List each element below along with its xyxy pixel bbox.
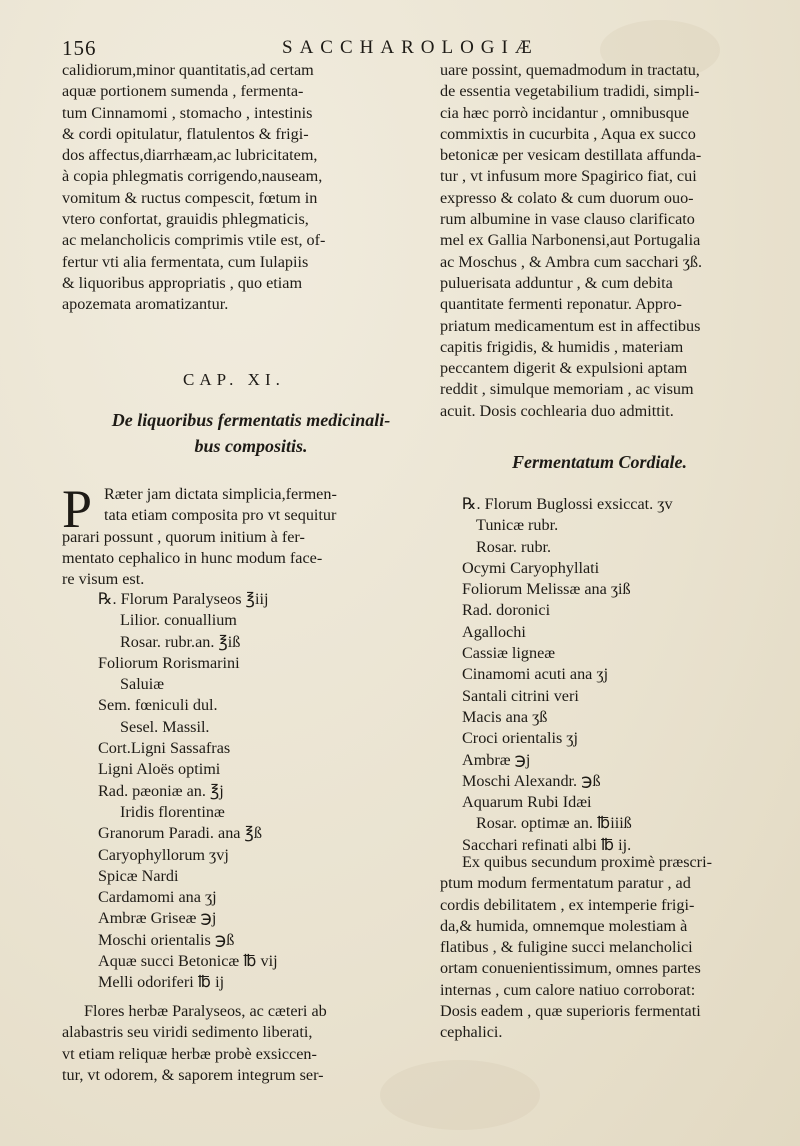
text-line: vtero confortat, grauidis phlegmaticis, [62, 210, 309, 229]
recipe-heading-cordial: Fermentatum Cordiale. [512, 452, 688, 472]
text-line: & cordi opitulatur, flatulentos & frigi- [62, 124, 309, 143]
text-line: cordis debilitatem , ex intemperie frigi- [440, 895, 695, 914]
recipe-item: Foliorum Rorismarini [98, 653, 240, 672]
recipe-item: Macis ana ʒß [462, 707, 548, 726]
recipe-item: Moschi Alexandr. ℈ß [462, 771, 601, 790]
text-line: acuit. Dosis cochlearia duo admittit. [440, 401, 674, 420]
recipe-item: Aquarum Rubi Idæi [462, 793, 592, 812]
text-line: aquæ portionem sumenda , fermenta- [62, 82, 304, 101]
recipe-item: Ambræ ℈j [462, 750, 531, 769]
text-line: de essentia vegetabilium tradidi, simpli- [440, 82, 700, 101]
recipe-list-cephalic [62, 589, 278, 994]
text-line: re visum est. [62, 570, 145, 589]
text-line: da,& humida, omnemque molestiam à [440, 916, 688, 935]
recipe-item: Caryophyllorum ʒvj [98, 845, 229, 864]
text-line: mentato cephalico in hunc modum face- [62, 548, 323, 567]
text-line: commixtis in cucurbita , Aqua ex succo [440, 124, 696, 143]
text-line: cia hæc porrò incidantur , omnibusque [440, 103, 690, 122]
recipe-item: Sesel. Massil. [120, 717, 210, 736]
chapter-title-line: De liquoribus fermentatis medicinali- [111, 410, 391, 430]
text-line: internas , cum calore natiuo corroborat: [440, 980, 696, 999]
paper-stain [380, 1060, 540, 1130]
recipe-item: Tunicæ rubr. [476, 516, 559, 535]
text-line: & liquoribus appropriatis , quo etiam [62, 273, 303, 292]
recipe-item: Rosar. optimæ an. ℔iiiß [476, 814, 632, 833]
text-line: cephalici. [440, 1023, 503, 1042]
text-line: rum albumine in vase clauso clarificato [440, 210, 695, 229]
text-line: à copia phlegmatis corrigendo,nauseam, [62, 167, 323, 186]
text-line: peccantem digerit & expulsioni aptam [440, 359, 688, 378]
text-line: tur , vt infusum more Spagirico fiat, cui [440, 167, 697, 186]
recipe-item: Ambræ Griseæ ℈j [98, 909, 217, 928]
recipe-item: Cassiæ ligneæ [462, 644, 556, 663]
text-line: uare possint, quemadmodum in tractatu, [440, 61, 700, 79]
recipe-item: Rosar. rubr.an. ℥iß [120, 632, 241, 651]
recipe-item: Ligni Aloës optimi [98, 760, 221, 779]
text-line: Ex quibus secundum proximè præscri- [462, 853, 712, 871]
text-line: expresso & colato & cum duorum ouo- [440, 188, 694, 207]
recipe-item: Cort.Ligni Sassafras [98, 739, 231, 758]
text-line: dos affectus,diarrhæam,ac lubricitatem, [62, 146, 318, 165]
text-line: ptum modum fermentatum paratur , ad [440, 874, 691, 893]
recipe-item: Croci orientalis ʒj [462, 729, 578, 748]
text-line: fertur vti alia fermentata, cum Iulapiis [62, 252, 309, 271]
text-line: tum Cinnamomi , stomacho , intestinis [62, 103, 313, 122]
recipe-item: Rad. pæoniæ an. ℥j [98, 781, 224, 800]
recipe-item: Ocymi Caryophyllati [462, 558, 600, 577]
text-line: Dosis eadem , quæ superioris fermentati [440, 1002, 701, 1021]
text-line: Flores herbæ Paralyseos, ac cæteri ab [84, 1002, 327, 1020]
chapter-label: CAP. XI. [183, 370, 285, 389]
recipe-item: ℞. Florum Buglossi exsiccat. ʒv [462, 495, 673, 513]
recipe-item: Agallochi [462, 622, 526, 641]
chapter-title [66, 407, 436, 459]
text-line: quantitate fermenti reponatur. Appro- [440, 295, 682, 314]
text-line: priatum medicamentum est in affectibus [440, 316, 701, 335]
recipe-item: Rosar. rubr. [476, 537, 552, 556]
text-line: capitis frigidis, & humidis , materiam [440, 337, 684, 356]
recipe-item: Iridis florentinæ [120, 802, 225, 821]
text-line: ac Moschus , & Ambra cum sacchari ʒß. [440, 252, 703, 271]
recipe-item: Rad. doronici [462, 601, 551, 620]
chapter-title-line: bus compositis. [194, 436, 308, 456]
recipe-item: Cinamomi acuti ana ʒj [462, 665, 609, 684]
text-line: calidiorum,minor quantitatis,ad certam [62, 61, 314, 79]
text-line: apozemata aromatizantur. [62, 295, 229, 314]
text-line: vt etiam reliquæ herbæ probè exsiccen- [62, 1044, 317, 1063]
recipe-item: Aquæ succi Betonicæ ℔ vij [98, 952, 278, 971]
text-line: puluerisata adduntur , & cum debita [440, 273, 673, 292]
text-line: Ræter jam dictata simplicia,fermen- [104, 485, 337, 503]
text-line: ortam conuenientissimum, omnes partes [440, 959, 701, 978]
recipe-item: Saluiæ [120, 675, 165, 694]
recipe-item: Sem. fœniculi dul. [98, 696, 218, 715]
right-instructions-paragraph [440, 852, 712, 1044]
text-line: tur, vt odorem, & saporem integrum ser- [62, 1065, 324, 1084]
drop-cap: P [62, 479, 93, 539]
chapter-intro-paragraph [62, 479, 337, 590]
text-line: parari possunt , quorum initium à fer- [62, 527, 305, 546]
recipe-item: Melli odoriferi ℔ ij [98, 973, 225, 992]
recipe-item: Cardamomi ana ʒj [98, 888, 217, 907]
text-line: reddit , simulque memoriam , ac visum [440, 380, 694, 399]
recipe-item: Sacchari refinati albi ℔ ij. [462, 835, 632, 854]
recipe-item: Moschi orientalis ℈ß [98, 930, 235, 949]
recipe-list-cordial [440, 494, 673, 856]
recipe-item: ℞. Florum Paralyseos ℥iij [98, 590, 269, 608]
left-instructions-paragraph [62, 1001, 327, 1086]
text-line: betonicæ per vesicam destillata affunda- [440, 146, 702, 165]
left-continuation-paragraph [62, 60, 432, 316]
text-line: vomitum & ructus compescit, fœtum in [62, 188, 318, 207]
recipe-item: Foliorum Melissæ ana ʒiß [462, 580, 631, 599]
recipe-item: Lilior. conuallium [120, 611, 237, 630]
text-line: alabastris seu viridi sedimento liberati, [62, 1023, 313, 1042]
recipe-item: Granorum Paradi. ana ℥ß [98, 824, 262, 843]
recipe-item: Spicæ Nardi [98, 866, 179, 885]
page-number: 156 [62, 36, 97, 60]
running-head: SACCHAROLOGIÆ [282, 37, 539, 58]
text-line: flatibus , & fuligine succi melancholici [440, 938, 693, 957]
text-line: ac melancholicis comprimis vtile est, of- [62, 231, 326, 250]
recipe-item: Santali citrini veri [462, 686, 579, 705]
right-continuation-paragraph [440, 60, 770, 422]
text-line: mel ex Gallia Narbonensi,aut Portugalia [440, 231, 701, 250]
text-line: tata etiam composita pro vt sequitur [104, 506, 337, 525]
